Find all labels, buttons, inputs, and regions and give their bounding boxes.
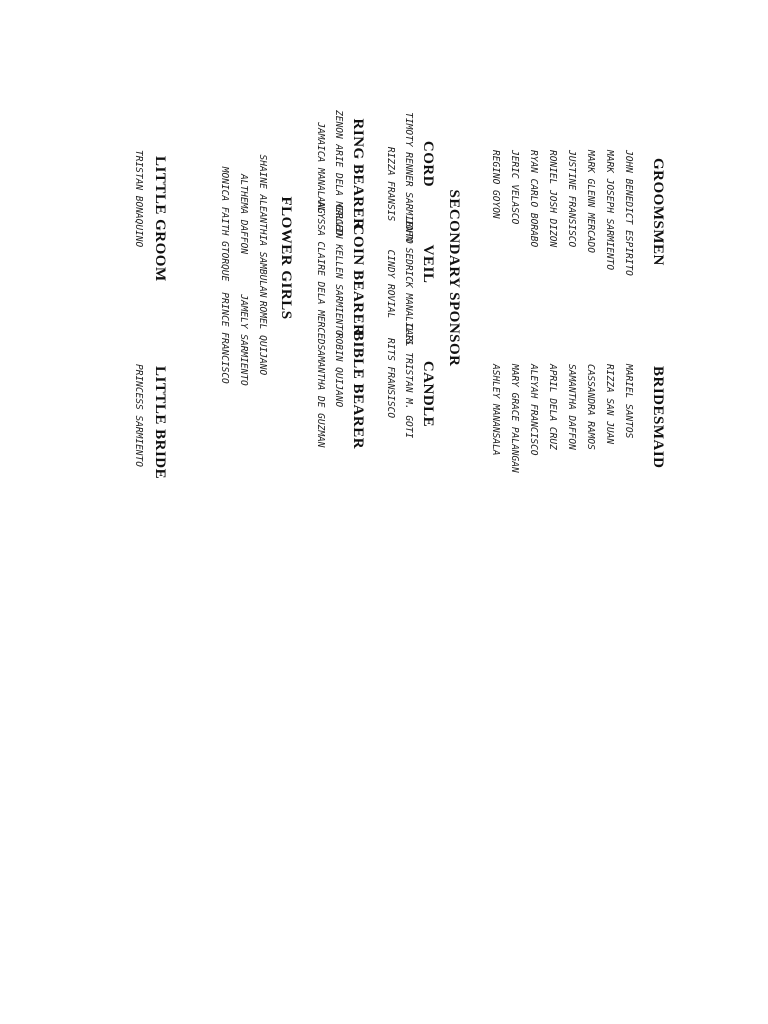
flower-girl-name: PRINCE FRANCISCO	[219, 292, 230, 384]
bridesmaid-name: MARIEL SANTOS	[623, 364, 634, 439]
flower-girl-name: SHAINE ALEANTHIA SAMBULAN	[257, 154, 268, 298]
ring-bearer-heading: RING BEARER	[350, 118, 366, 230]
groomsman-name: JUSTINE FRANSISCO	[566, 150, 577, 248]
flower-girl-name: ROMEL QUIJANO	[257, 300, 268, 376]
little-groom-heading: LITTLE GROOM	[152, 156, 168, 282]
groomsman-name: MARK GLENN MERCADO	[585, 150, 596, 253]
cord-heading: CORD	[420, 140, 436, 188]
veil-heading: VEIL	[420, 244, 436, 284]
rotated-page	[124, 110, 692, 728]
little-bride-name: PRINCESS SARMIENTO	[133, 364, 144, 467]
groomsman-name: JERIC VELASCO	[509, 150, 520, 225]
groomsman-name: MARK JOSEPH SARMIENTO	[604, 150, 615, 271]
bridesmaid-name: RIZZA SAN JUAN	[604, 364, 615, 445]
coin-bearer-name: ALYSSA CLAIRE DELA MERCED	[315, 201, 326, 345]
bridesmaid-name: ASHLEY MANANSALA	[490, 364, 501, 456]
cord-sponsor-name: RIZZA FRANSIS	[385, 146, 396, 222]
groomsman-name: RYAN CARLO BORABO	[528, 150, 539, 248]
bridesmaid-name: MARY GRACE PALANGAN	[509, 364, 520, 473]
cord-sponsor-name: TIMOTY RENNER SARMIENTO	[403, 112, 414, 244]
groomsman-name: RONIEL JOSH DIZON	[547, 150, 558, 248]
groomsman-name: JOHN BENEDICT ESPIRITO	[623, 150, 634, 276]
groomsmen-heading: GROOMSMEN	[650, 158, 666, 266]
flower-girl-name: ALTHEMA DAFFON	[238, 173, 249, 255]
groomsmen-list	[482, 150, 634, 276]
candle-heading: CANDLE	[420, 360, 436, 428]
secondary-sponsor-heading: SECONDARY SPONSOR	[446, 189, 462, 367]
ring-bearer-name: JAMAICA MANALANG	[315, 122, 326, 214]
bridesmaid-name: CASSANDRA RAMOS	[585, 364, 596, 450]
veil-sponsor-name: JOHN SEDRICK MANALILIS	[403, 219, 414, 345]
flower-girl-name: MONICA FAITH GTORQUE	[219, 166, 230, 282]
bridesmaid-name: SAMANTHA DAFFON	[566, 364, 577, 450]
coin-bearer-name: CALVIN KELLEN SARMIENTO	[333, 204, 344, 336]
bible-bearer-name: SAMANTHA DE GUZMAN	[315, 344, 326, 448]
bridesmaid-name: ALEYAH FRANCISCO	[528, 364, 539, 456]
flower-girl-name: JAMELY SARMIENTO	[238, 294, 249, 386]
bible-bearer-name: ROBIN QUIJANO	[333, 332, 344, 408]
bible-bearer-heading: BIBLE BEARER	[350, 330, 366, 450]
little-bride-heading: LITTLE BRIDE	[152, 366, 168, 480]
veil-sponsor-name: CINDY ROVIAL	[385, 249, 396, 319]
candle-sponsor-name: CARL TRISTAN M. GOTI	[403, 323, 414, 439]
ring-bearer-name: ZENON ARIE DELA MERCED	[333, 110, 344, 236]
flower-girls-heading: FLOWER GIRLS	[278, 196, 294, 320]
candle-sponsor-name: RITS FRANSISCO	[385, 337, 396, 419]
bridesmaid-name: APRIL DELA CRUZ	[547, 364, 558, 450]
bridesmaid-list	[482, 364, 634, 473]
bridesmaid-heading: BRIDESMAID	[650, 366, 666, 469]
little-groom-name: TRISTAN BONAQUINO	[133, 150, 144, 248]
groomsman-name: REGINO GOYON	[490, 150, 501, 219]
coin-bearer-heading: COIN BEARER	[350, 224, 366, 336]
